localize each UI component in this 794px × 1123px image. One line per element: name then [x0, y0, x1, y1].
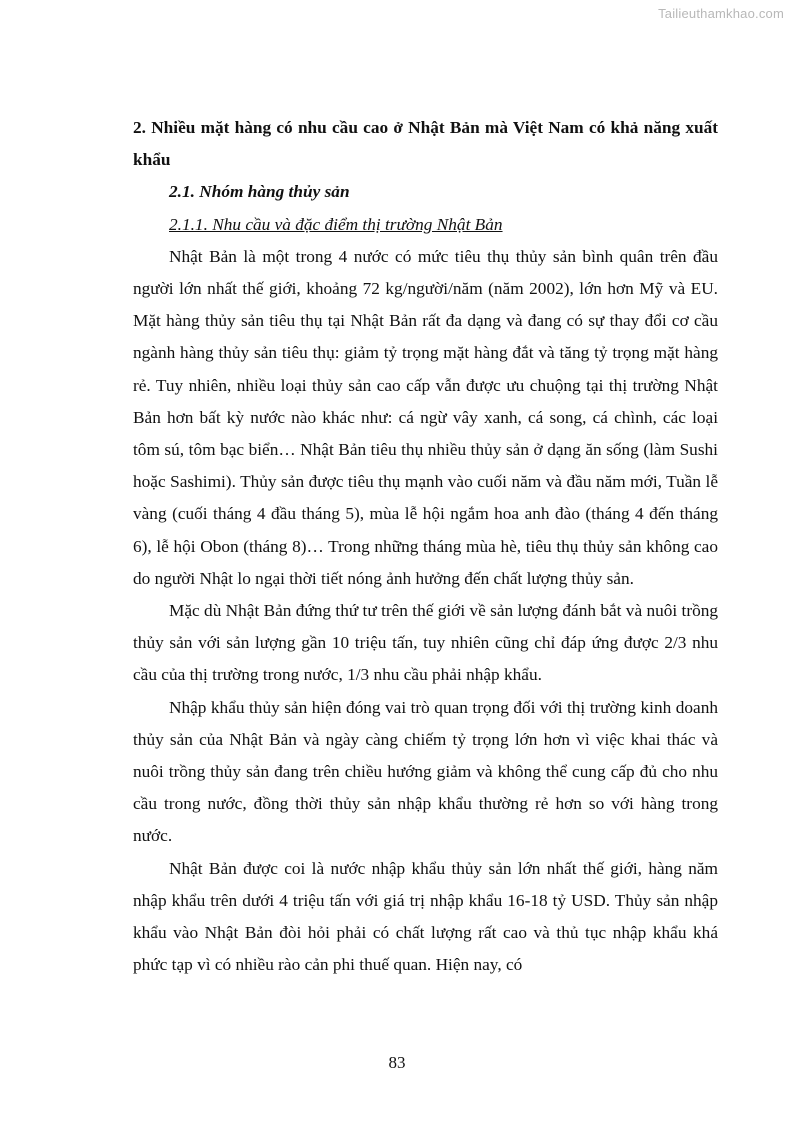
paragraph: Nhật Bản được coi là nước nhập khẩu thủy sản lớn nhất thế giới, hàng năm nhập khẩu trên dưới 4 triệu tấn với giá trị nhập khẩu 16-18 tỷ USD. Thủy sản nhập khẩu vào Nhật Bản đòi hỏi phải có chất lượng rất cao và thủ tục nhập khẩu khá phức tạp vì có nhiều rào cản phi thuế quan. Hiện nay, có [133, 858, 718, 975]
subsubsection-heading: 2.1.1. Nhu cầu và đặc điểm thị trường Nhật Bản [169, 214, 503, 234]
page-number: 83 [388, 1053, 406, 1072]
section-heading: 2. Nhiều mặt hàng có nhu cầu cao ở Nhật Bản mà Việt Nam có khả năng xuất khẩu [133, 118, 718, 170]
watermark: Tailieuthamkhao.com [658, 6, 784, 21]
paragraph: Nhật Bản là một trong 4 nước có mức tiêu thụ thủy sản bình quân trên đầu người lớn nhất thế giới, khoảng 72 kg/người/năm (năm 2002), lớn hơn Mỹ và EU. Mặt hàng thủy sản tiêu thụ tại Nhật Bản rất đa dạng và đang có sự thay đổi cơ cầu ngành hàng thủy sản tiêu thụ: giảm tỷ trọng mặt hàng đắt và tăng tỷ trọng mặt hàng rẻ. Tuy nhiên, nhiều loại thủy sản cao cấp vẫn được ưu chuộng tại thị trường Nhật Bản hơn bất kỳ nước nào khác như: cá ngừ vây xanh, cá song, cá chình, các loại tôm sú, tôm bạc biển… Nhật Bản tiêu thụ nhiều thủy sản ở dạng ăn sống (làm Sushi hoặc Sashimi). Thủy sản được tiêu thụ mạnh vào cuối năm và đầu năm mới, Tuần lễ vàng (cuối tháng 4 đầu tháng 5), mùa lễ hội ngắm hoa anh đào (tháng 4 đến tháng 6), lễ hội Obon (tháng 8)… Trong những tháng mùa hè, tiêu thụ thủy sản không cao do người Nhật lo ngại thời tiết nóng ảnh hưởng đến chất lượng thủy sản. [133, 246, 718, 588]
paragraph: Nhập khẩu thủy sản hiện đóng vai trò quan trọng đối với thị trường kinh doanh thủy sản của Nhật Bản và ngày càng chiếm tỷ trọng lớn hơn vì việc khai thác và nuôi trồng thủy sản đang trên chiều hướng giảm và không thể cung cấp đủ cho nhu cầu trong nước, đồng thời thủy sản nhập khẩu thường rẻ hơn so với hàng trong nước. [133, 697, 718, 846]
document-body [133, 112, 718, 981]
paragraph: Mặc dù Nhật Bản đứng thứ tư trên thế giới về sản lượng đánh bắt và nuôi trồng thủy sản với sản lượng gần 10 triệu tấn, tuy nhiên cũng chỉ đáp ứng được 2/3 nhu cầu của thị trường trong nước, 1/3 nhu cầu phải nhập khẩu. [133, 601, 718, 685]
subsection-heading: 2.1. Nhóm hàng thủy sản [169, 182, 350, 202]
